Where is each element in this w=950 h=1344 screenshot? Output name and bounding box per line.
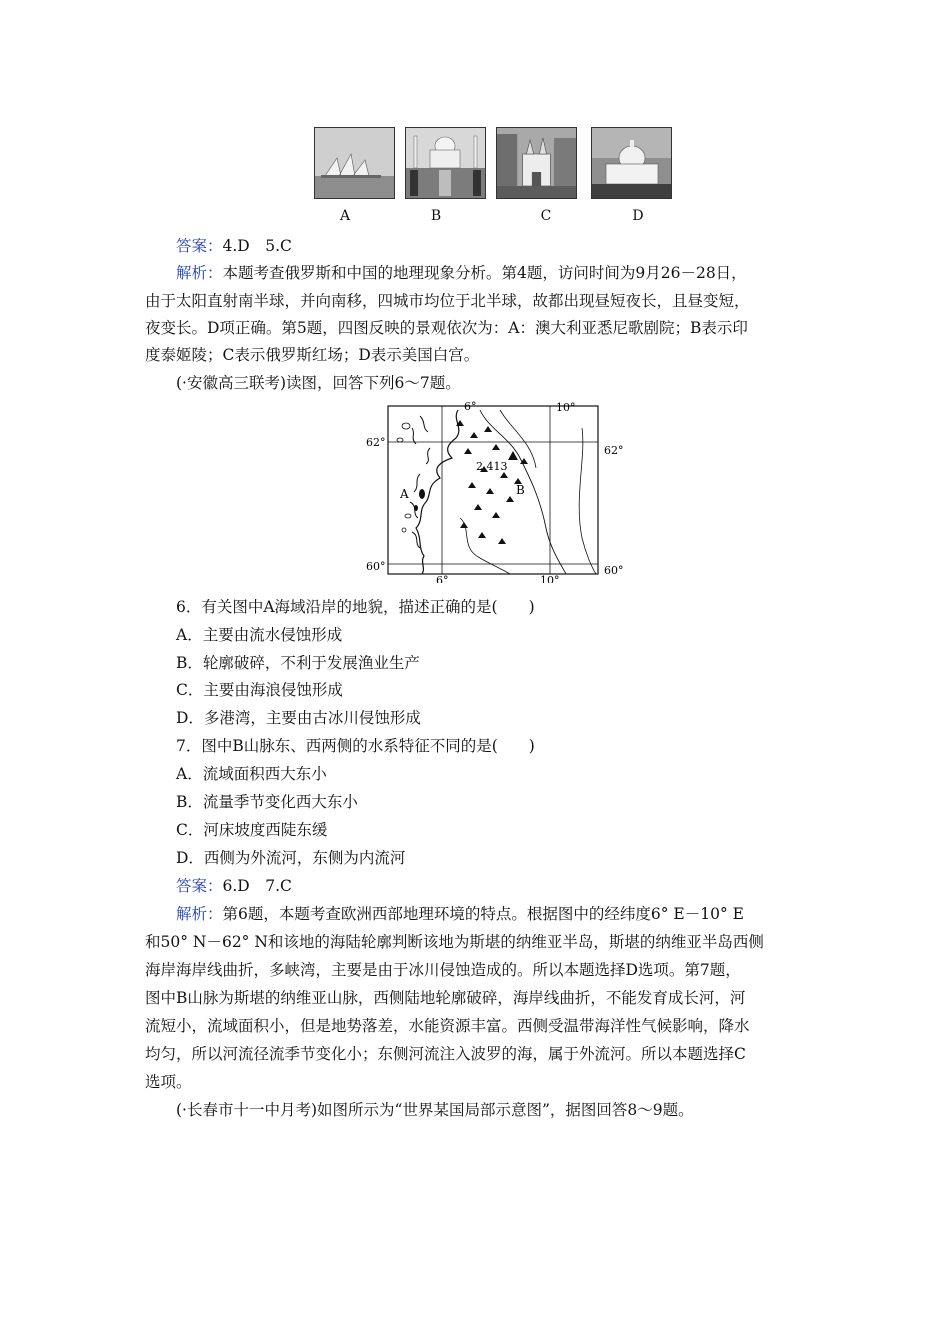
- answer-line-1: [176, 236, 292, 256]
- analysis-1-line-2: 由于太阳直射南半球，并向南移，四城市均位于北半球，故都出现昼短夜长，且昼变短，: [145, 292, 750, 310]
- question-6-option-d: D．多港湾，主要由古冰川侵蚀形成: [176, 709, 421, 727]
- question-intro-6-7: (·安徽高三联考)读图，回答下列6～7题。: [176, 374, 461, 392]
- lat-label-62-left: 62°: [366, 436, 386, 449]
- map-frame: [388, 406, 598, 574]
- answer-text: 6.D 7.C: [222, 877, 292, 895]
- question-7-stem: 7．图中B山脉东、西两侧的水系特征不同的是( ): [176, 737, 535, 755]
- analysis-tag: 解析：: [176, 264, 223, 282]
- taj-mahal-image: [406, 128, 485, 198]
- question-7-option-a: A．流域面积西大东小: [176, 765, 327, 783]
- answer-tag: 答案：: [176, 237, 223, 255]
- lat-label-60-left: 60°: [366, 560, 386, 573]
- analysis-1-line-4: 度泰姬陵；C表示俄罗斯红场；D表示美国白宫。: [145, 346, 480, 364]
- sydney-opera-house-image: [315, 128, 394, 198]
- photo-sydney-opera-house: [314, 127, 395, 199]
- photo-taj-mahal: [405, 127, 486, 199]
- lat-label-60-right: 60°: [604, 564, 624, 577]
- question-7-option-d: D．西侧为外流河，东侧为内流河: [176, 849, 406, 867]
- peak-elevation: 2 413: [476, 460, 508, 473]
- analysis-2-line-3: 海岸海岸线曲折，多峡湾，主要是由于冰川侵蚀造成的。所以本题选择D选项。第7题，: [145, 961, 741, 979]
- lon-label-10-bottom: 10°: [540, 574, 560, 583]
- analysis-2-line-5: 流短小，流域面积小，但是地势落差，水能资源丰富。西侧受温带海洋性气候影响，降水: [145, 1017, 750, 1035]
- analysis-2-line-4: 图中B山脉为斯堪的纳维亚山脉，西侧陆地轮廓破碎，海岸线曲折，不能发育成长河，河: [145, 989, 746, 1007]
- analysis-2-line-2: 和50° N－62° N和该地的海陆轮廓判断该地为斯堪的纳维亚半岛，斯堪的纳维亚半岛西侧: [145, 933, 764, 951]
- analysis-2-line-7: 选项。: [145, 1073, 192, 1091]
- lon-label-6-bottom: 6°: [436, 574, 449, 583]
- question-6-option-c: C．主要由海浪侵蚀形成: [176, 681, 343, 699]
- lon-label-6-top: 6°: [464, 400, 477, 413]
- analysis-2-line-1: [176, 904, 744, 924]
- question-7-option-c: C．河床坡度西陡东缓: [176, 821, 328, 839]
- answer-text: 4.D 5.C: [222, 237, 292, 255]
- analysis-1-line-3: 夜变长。D项正确。第5题，四图反映的景观依次为：A：澳大利亚悉尼歌剧院；B表示印: [145, 319, 748, 337]
- photo-label-b: B: [430, 208, 442, 224]
- answer-line-2: [176, 876, 292, 896]
- region-label-b: B: [516, 483, 525, 497]
- region-label-a: A: [400, 487, 409, 501]
- photo-label-d: D: [632, 208, 644, 224]
- question-6-option-a: A．主要由流水侵蚀形成: [176, 626, 343, 644]
- analysis-text: 本题考查俄罗斯和中国的地理现象分析。第4题，访问时间为9月26－28日，: [222, 264, 747, 282]
- photo-label-a: A: [339, 208, 351, 224]
- photo-label-c: C: [540, 208, 552, 224]
- analysis-2-line-6: 均匀，所以河流径流季节变化小；东侧河流注入波罗的海，属于外流河。所以本题选择C: [145, 1045, 746, 1063]
- scandinavia-map: [360, 398, 630, 583]
- question-7-option-b: B．流量季节变化西大东小: [176, 793, 358, 811]
- question-6-option-b: B．轮廓破碎，不利于发展渔业生产: [176, 654, 420, 672]
- us-capitol-image: [592, 128, 671, 198]
- analysis-1-line-1: [176, 263, 747, 283]
- analysis-tag: 解析：: [176, 905, 223, 923]
- question-intro-8-9: (·长春市十一中月考)如图所示为“世界某国局部示意图”，据图回答8～9题。: [176, 1101, 694, 1119]
- question-6-stem: 6．有关图中A海域沿岸的地貌，描述正确的是( ): [176, 598, 535, 616]
- photo-us-capitol: [591, 127, 672, 199]
- kremlin-image: [497, 128, 576, 198]
- analysis-text: 第6题，本题考查欧洲西部地理环境的特点。根据图中的经纬度6° E－10° E: [222, 905, 744, 923]
- lat-label-62-right: 62°: [604, 444, 624, 457]
- answer-tag: 答案：: [176, 877, 223, 895]
- photo-kremlin-red-square: [496, 127, 577, 199]
- lon-label-10-top: 10°: [556, 401, 576, 414]
